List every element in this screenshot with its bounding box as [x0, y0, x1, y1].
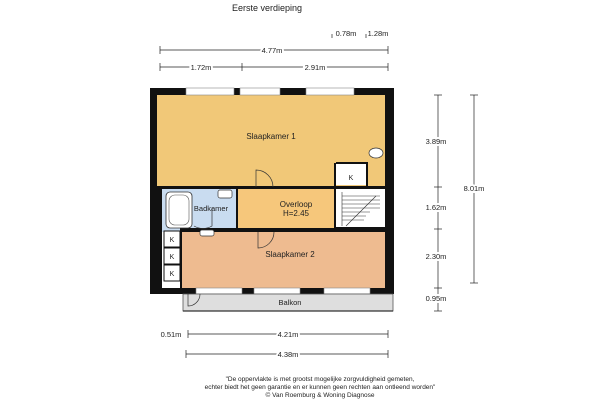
- room-slaapkamer-2: [182, 232, 385, 288]
- wall-interior: [334, 189, 336, 229]
- wall-interior: [236, 189, 238, 232]
- window: [196, 288, 242, 294]
- label-slaapkamer-1: Slaapkamer 1: [246, 132, 296, 141]
- dim-top-right: 2.91m: [304, 63, 326, 72]
- sink: [369, 148, 383, 158]
- wall-interior: [157, 189, 162, 232]
- window: [240, 88, 280, 95]
- dim-bottom-total: 4.38m: [277, 350, 299, 359]
- sink: [218, 190, 232, 198]
- dim-right-1: 3.89m: [425, 137, 447, 146]
- wall-interior: [157, 186, 385, 189]
- wall-interior: [366, 162, 368, 186]
- label-closet: K: [169, 271, 175, 278]
- window: [254, 288, 300, 294]
- label-overloop: Overloop: [279, 200, 313, 209]
- disclaimer-line: echter biedt het geen garantie en er kunnen geen rechten aan ontleend worden": [204, 384, 436, 391]
- dim-right-2: 1.62m: [425, 203, 447, 212]
- wall-interior: [336, 162, 366, 164]
- floor-title: Eerste verdieping: [232, 3, 303, 13]
- dim-right-4: 0.95m: [425, 294, 447, 303]
- label-badkamer: Badkamer: [193, 204, 229, 213]
- disclaimer-line: "De oppervlakte is met grootst mogelijke zorgvuldigheid gemeten,: [225, 376, 415, 383]
- dim-bottom-main: 4.21m: [277, 330, 299, 339]
- wall-interior: [157, 232, 162, 288]
- dim-right-3: 2.30m: [425, 252, 447, 261]
- dim-top-small-b: 1.28m: [367, 29, 389, 38]
- dim-top-small-a: 0.78m: [335, 29, 357, 38]
- dim-right-total: 8.01m: [463, 184, 485, 193]
- label-closet: K: [348, 175, 354, 182]
- label-closet: K: [169, 254, 175, 261]
- label-closet: K: [169, 237, 175, 244]
- label-slaapkamer-2: Slaapkamer 2: [265, 250, 315, 259]
- copyright: © Van Roemburg & Woning Diagnose: [265, 392, 375, 399]
- dim-bottom-left: 0.51m: [160, 330, 182, 339]
- dim-top-total: 4.77m: [261, 46, 283, 55]
- sink: [200, 230, 214, 236]
- wall-interior: [334, 163, 336, 187]
- window: [186, 88, 234, 95]
- disclaimer: [120, 376, 520, 400]
- window: [324, 288, 370, 294]
- dim-top-left: 1.72m: [190, 63, 212, 72]
- label-balkon: Balkon: [278, 298, 302, 307]
- label-overloop-height: H=2.45: [282, 209, 310, 218]
- window: [306, 88, 354, 95]
